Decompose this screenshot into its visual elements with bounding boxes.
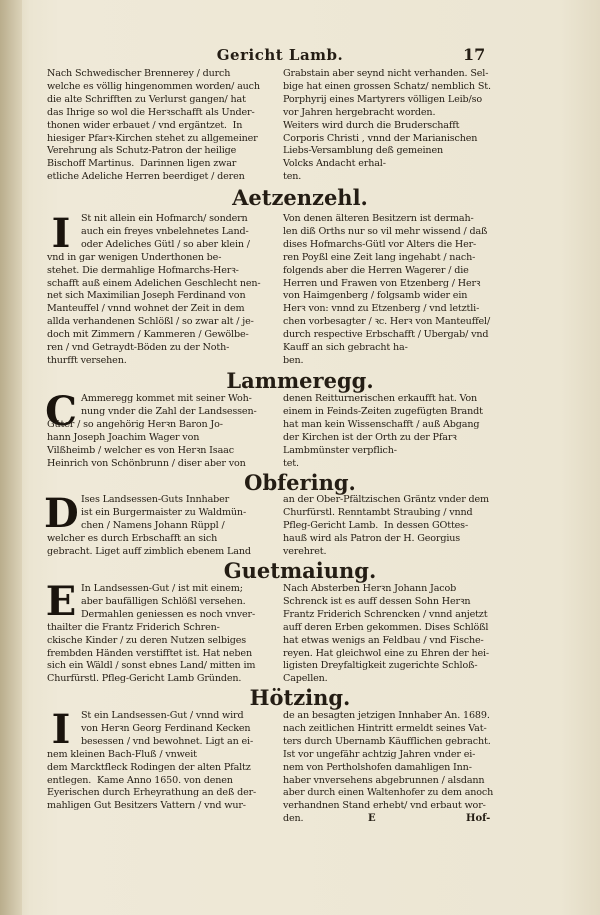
text-line: Herꝛ von: vnnd zu Etzenberg / vnd letztli- (283, 303, 480, 315)
text-line: aber durch einen Waltenhofer zu dem anoch (283, 787, 494, 799)
aetzenzehl-right-column (283, 213, 498, 368)
catchword: Hof- (466, 813, 491, 824)
text-line: Nach Schwedischer Brennerey / durch (47, 68, 231, 79)
text-line: Churfürstl. Renntambt Straubing / vnnd (283, 506, 473, 518)
text-line: St nit allein ein Hofmarch/ sondern (81, 213, 248, 224)
text-line: an der Ober-Pfältzischen Gräntz vnder dem (283, 494, 489, 505)
text-line: Eyerischen durch Erheyrathung an deß der- (47, 787, 257, 799)
text-line: dises Hofmarchs-Gütl vor Alters die Her- (283, 238, 477, 250)
dropcap: I (51, 706, 71, 753)
text-line: welche es völlig hingenommen worden/ auch (47, 80, 260, 92)
text-line: entlegen. Kame Anno 1650. von denen (47, 774, 233, 786)
text-line: nem kleinen Bach-Fluß / vnweit (47, 748, 197, 760)
text-line: Manteuffel / vnnd wohnet der Zeit in dem (47, 303, 245, 315)
text-line: Frantz Friderich Schrencken / vnnd anjetzt (283, 608, 488, 620)
text-line: aber baufälligen Schlößl versehen. (81, 595, 246, 607)
intro-left-column (47, 68, 262, 184)
text-line: ckische Kinder / zu deren Nutzen selbiges (47, 634, 247, 646)
text-line: folgends aber die Herren Wagerer / die (283, 264, 469, 276)
text-line: de an besagten jetzigen Innhaber An. 1689. (283, 710, 490, 721)
text-line: Grabstain aber seynd nicht verhanden. Sel- (283, 68, 489, 79)
text-line: Corporis Christi , vnnd der Marianischen (283, 132, 478, 144)
dropcap: E (45, 578, 77, 625)
intro-right-column (283, 68, 498, 184)
running-head: Gericht Lamb. (216, 46, 344, 64)
text-line: verhandnen Stand erhebt/ vnd erbaut wor- (283, 800, 486, 812)
text-line: thonen wider erbauet / vnd ergäntzet. In (47, 119, 243, 131)
text-line: ten. (283, 171, 302, 183)
section-title-aetzenzehl: Aetzenzehl. (232, 185, 368, 210)
text-line: Ammeregg kommet mit seiner Woh- (81, 393, 252, 404)
text-line: Dermahlen geniessen es noch vnver- (81, 608, 256, 620)
text-line: verehret. (283, 545, 327, 557)
text-line: Heinrich von Schönbrunn / diser aber von (47, 457, 246, 469)
text-line: haber vnversehens abgebrunnen / alsdann (283, 774, 485, 786)
text-line: Vilßheimb / welcher es von Herꝛn Isaac (47, 444, 234, 456)
dropcap: I (51, 210, 71, 257)
text-line: hat man kein Wissenschafft / auß Abgang (283, 418, 480, 430)
section-title-obfering: Obfering. (244, 470, 356, 495)
dropcap: D (44, 490, 79, 537)
text-line: hauß wird als Patron der H. Georgius (283, 532, 461, 544)
aetzenzehl-left-column (47, 213, 262, 368)
text-line: ben. (283, 354, 304, 366)
text-line: thurfft versehen. (47, 354, 127, 366)
text-line: welcher es durch Erbschafft an sich (47, 532, 218, 544)
text-line: vor Jahren hergebracht worden. (283, 106, 436, 118)
text-line: Liebs-Versamblung deß gemeinen (283, 145, 444, 157)
text-line: besessen / vnd bewohnet. Ligt an ei- (81, 735, 254, 747)
text-line: ligisten Dreyfaltigkeit zugerichte Schloß- (283, 660, 478, 672)
text-line: hann Joseph Joachim Wager von (47, 431, 200, 443)
lammeregg-right-column (283, 393, 498, 470)
text-line: denen Reitturnerischen erkaufft hat. Von (283, 393, 478, 404)
text-line: frembden Händen verstifftet ist. Hat neben (47, 647, 252, 659)
text-line: ren Poyßl eine Zeit lang ingehabt / nach- (283, 251, 476, 263)
text-line: Volcks Andacht erhal- (283, 158, 386, 170)
text-line: ist ein Burgermaister zu Waldmün- (81, 506, 247, 518)
text-line: St ein Landsessen-Gut / vnnd wird (81, 710, 244, 721)
text-line: ters durch Ubernamb Käufflichen gebracht. (283, 735, 491, 747)
text-line: vnd in gar wenigen Underthonen be- (47, 251, 222, 263)
obfering-left-column (47, 494, 262, 559)
text-line: Porphyrij eines Martyrers völligen Leib/so (283, 93, 482, 105)
text-line: Kauff an sich gebracht ha- (283, 342, 408, 354)
text-line: Güter / so angehörig Herꝛn Baron Jo- (47, 418, 223, 430)
text-line: stehet. Die dermahlige Hofmarchs-Herꝛ- (47, 264, 239, 276)
obfering-right-column (283, 494, 498, 559)
text-line: von Haimgenberg / folgsamb wider ein (283, 290, 468, 302)
text-line: Ist vor ungefähr achtzig Jahren vnder ei- (283, 748, 476, 760)
text-line: nach zeitlichen Hintritt ermeldt seines Vat- (283, 722, 487, 734)
text-line: Herren und Frawen von Etzenberg / Herꝛ (283, 277, 481, 289)
text-line: reyen. Hat gleichwol eine zu Ehren der hei- (283, 647, 490, 659)
text-line: ren / vnd Getraydt-Böden zu der Noth- (47, 342, 230, 354)
text-line: der Kirchen ist der Orth zu der Pfarꝛ (283, 431, 457, 443)
text-line: nem von Pertholshofen damahligen Inn- (283, 761, 472, 773)
text-line: thailter die Frantz Friderich Schren- (47, 621, 220, 633)
page-gutter (0, 0, 22, 915)
text-line: allda verhandenen Schlößl / so zwar alt / je- (47, 316, 254, 328)
hoetzing-right-column (283, 710, 498, 826)
text-line: oder Adeliches Gütl / so aber klein / (81, 238, 250, 250)
text-line: Verehrung als Schutz-Patron der heilige (47, 145, 237, 157)
text-line: Weiters wird durch die Bruderschafft (283, 119, 460, 131)
text-line: sich ein Wäldl / sonst ebnes Land/ mitten im (47, 660, 256, 672)
text-line: chen vorbesagter / ꝛc. Herꝛ von Manteuffel/ (283, 316, 491, 328)
text-line: die alte Schrifften zu Verlurst gangen/ hat (47, 93, 246, 105)
page-number: 17 (463, 45, 486, 64)
text-line: auch ein freyes vnbelehnetes Land- (81, 225, 249, 237)
text-line: Nach Absterben Herꝛn Johann Jacob (283, 583, 457, 594)
text-line: den. (283, 813, 304, 825)
text-line: In Landsessen-Gut / ist mit einem; (81, 583, 243, 594)
section-title-guetmaiung: Guetmaiung. (223, 558, 377, 583)
text-line: Lambmünster verpflich- (283, 444, 397, 456)
text-line: mahligen Gut Besitzers Vattern / vnd wur- (47, 800, 246, 812)
text-line: einem in Feinds-Zeiten zugefügten Brandt (283, 405, 483, 417)
text-line: net sich Maximilian Joseph Ferdinand von (47, 290, 246, 302)
text-line: von Herꝛn Georg Ferdinand Kecken (81, 722, 251, 734)
text-line: hat etwas wenigs an Feldbau / vnd Fische- (283, 634, 484, 646)
text-line: etliche Adeliche Herren beerdiget / deren (47, 171, 245, 183)
text-line: chen / Namens Johann Rüppl / (81, 519, 225, 531)
text-line: Churfürstl. Pfleg-Gericht Lamb Gründen. (47, 673, 242, 685)
guetmaiung-right-column (283, 583, 498, 686)
text-line: Bischoff Martinus. Darinnen ligen zwar (47, 158, 237, 170)
text-line: tet. (283, 457, 299, 469)
text-line: bige hat einen grossen Schatz/ nemblich St. (283, 80, 491, 92)
text-line: len diß Orths nur so vil mehr wissend / daß (283, 225, 488, 237)
text-line: nung vnder die Zahl der Landsessen- (81, 405, 257, 417)
text-line: Von denen älteren Besitzern ist dermah- (283, 213, 474, 224)
text-line: dem Marcktfleck Rodingen der alten Pfaltz (47, 761, 251, 773)
text-line: Pfleg-Gericht Lamb. In dessen GOttes- (283, 519, 469, 531)
text-line: Capellen. (283, 673, 328, 685)
signature-mark: E (368, 813, 376, 824)
text-line: doch mit Zimmern / Kammeren / Gewölbe- (47, 329, 249, 341)
text-line: Ises Landsessen-Guts Innhaber (81, 494, 230, 505)
lammeregg-left-column (47, 393, 262, 470)
text-line: hiesiger Pfarꝛ-Kirchen stehet zu allgemeiner (47, 132, 258, 144)
section-title-lammeregg: Lammeregg. (226, 368, 374, 393)
dropcap: C (45, 388, 77, 435)
text-line: das Ihrige so wol die Herꝛschafft als Under- (47, 106, 255, 118)
section-title-hoetzing: Hötzing. (249, 685, 351, 710)
text-line: schafft auß einem Adelichen Geschlecht nen- (47, 277, 261, 289)
guetmaiung-left-column (47, 583, 262, 686)
hoetzing-left-column (47, 710, 262, 813)
text-line: durch respective Erbschafft / Ubergab/ vnd (283, 329, 489, 341)
text-line: gebracht. Liget auff zimblich ebenem Land (47, 545, 251, 557)
text-line: auff deren Erben gekommen. Dises Schlößl (283, 621, 489, 633)
text-line: Schrenck ist es auff dessen Sohn Herꝛn (283, 595, 471, 607)
